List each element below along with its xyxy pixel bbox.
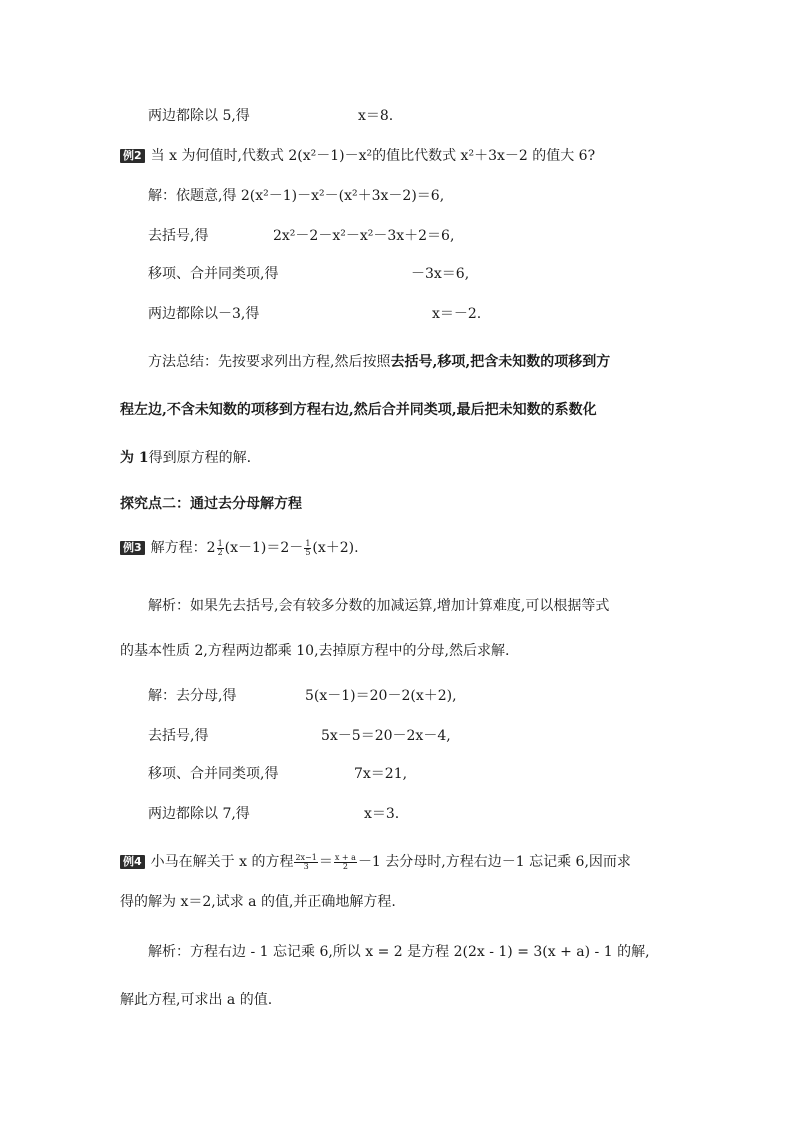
example-4-line-2: 得的解为 x＝2,试求 a 的值,并正确地解方程.: [120, 894, 396, 910]
step-equation: x＝8.: [358, 108, 394, 124]
summary-emphasis: 为 1: [120, 450, 149, 466]
method-summary-line-1: [148, 352, 610, 372]
step-label: 解：去分母,得: [148, 688, 237, 704]
step-equation: x＝－2.: [432, 306, 482, 322]
fraction: $\frac{2x-1}{3}$: [295, 852, 317, 871]
fraction: $\frac{1}{5}$: [305, 538, 311, 557]
method-summary-line-2: [120, 400, 597, 420]
step-label: 两边都除以 5,得: [148, 108, 250, 124]
step-label: 去括号,得: [148, 228, 209, 244]
example-text: 解方程：2: [150, 540, 216, 556]
example-4-statement: [120, 852, 631, 872]
step-equation: x＝3.: [364, 806, 400, 822]
summary-text: 方法总结：先按要求列出方程,然后按照: [148, 354, 391, 370]
example-text: (x－1)＝2－: [224, 540, 304, 556]
example-text: ＝: [318, 854, 333, 870]
step-equation: 5x－5＝20－2x－4,: [321, 728, 451, 744]
example-text: (x＋2).: [312, 540, 359, 556]
example-3-statement: [120, 538, 359, 558]
fraction: $\frac{1}{2}$: [217, 538, 223, 557]
example-badge: 例4: [120, 855, 145, 869]
step-equation: 7x＝21,: [354, 766, 408, 782]
analysis-line-1: 解析：如果先去括号,会有较多分数的加减运算,增加计算难度,可以根据等式: [148, 598, 610, 614]
analysis-line-2: 的基本性质 2,方程两边都乘 10,去掉原方程中的分母,然后求解.: [120, 643, 510, 659]
step-label: 两边都除以－3,得: [148, 306, 260, 322]
step-label: 两边都除以 7,得: [148, 806, 250, 822]
analysis-line-1: 解析：方程右边 - 1 忘记乘 6,所以 x = 2 是方程 2(2x - 1) = 3(x + a) - 1 的解,: [148, 944, 650, 960]
section-heading: 探究点二：通过去分母解方程: [120, 496, 302, 512]
step-label: 移项、合并同类项,得: [148, 766, 279, 782]
step-equation: 5(x－1)＝20－2(x＋2),: [305, 688, 457, 704]
summary-text: 得到原方程的解.: [148, 450, 252, 466]
example-text: －1 去分母时,方程右边－1 忘记乘 6,因而求: [357, 854, 631, 870]
example-text: 小马在解关于 x 的方程: [150, 854, 294, 870]
analysis-line-2: 解此方程,可求出 a 的值.: [120, 992, 273, 1008]
step-equation: －3x＝6,: [411, 266, 470, 282]
step-label: 移项、合并同类项,得: [148, 266, 279, 282]
example-badge: 例2: [120, 149, 145, 163]
summary-emphasis: 去括号,移项,把含未知数的项移到方: [390, 354, 611, 370]
example-text: 当 x 为何值时,代数式 2(x²－1)－x²的值比代数式 x²＋3x－2 的值大 6?: [150, 148, 596, 164]
method-summary-line-3: [120, 448, 251, 468]
solution-step: 解：依题意,得 2(x²－1)－x²－(x²＋3x－2)＝6,: [148, 188, 445, 204]
fraction: $\frac{x + a}{2}$: [334, 852, 356, 871]
example-2-statement: [120, 146, 595, 166]
summary-emphasis: 程左边,不含未知数的项移到方程右边,然后合并同类项,最后把未知数的系数化: [120, 402, 597, 418]
step-label: 去括号,得: [148, 728, 209, 744]
step-equation: 2x²－2－x²－x²－3x＋2＝6,: [273, 228, 455, 244]
example-badge: 例3: [120, 541, 145, 555]
